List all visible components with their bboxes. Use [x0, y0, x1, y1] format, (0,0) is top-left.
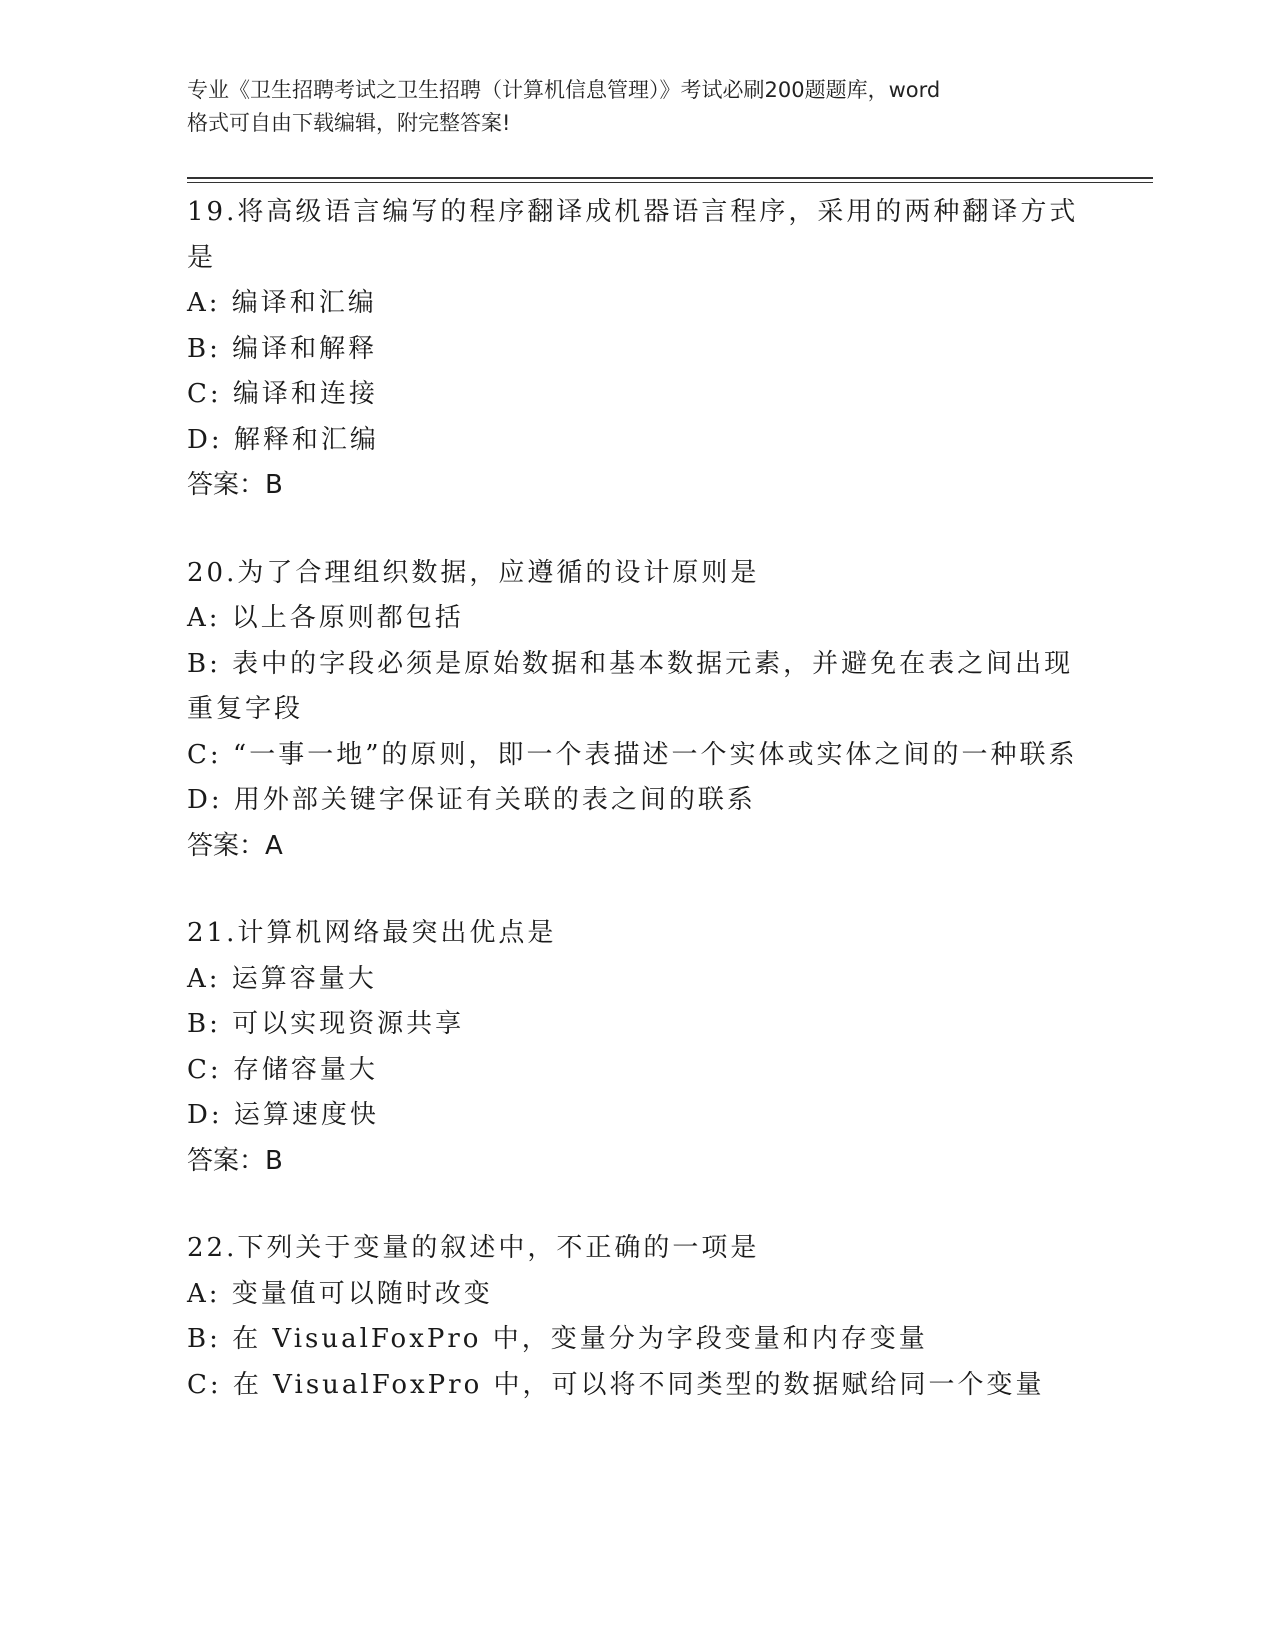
question-stem: 22.下列关于变量的叙述中，不正确的一项是 [187, 1233, 760, 1263]
option-a: A: 变量值可以随时改变 [187, 1278, 493, 1309]
question-list [187, 190, 1087, 1450]
answer-label: 答案：B [187, 1145, 283, 1176]
option-c: C: 存储容量大 [187, 1054, 378, 1085]
option-a: A: 以上各原则都包括 [187, 603, 464, 633]
option-c: C: 编译和连接 [187, 379, 378, 409]
answer-label: 答案：A [187, 830, 283, 861]
option-d: D: 解释和汇编 [187, 424, 379, 455]
question-stem: 20.为了合理组织数据，应遵循的设计原则是 [187, 557, 760, 588]
header-line-2: 格式可自由下载编辑，附完整答案! [187, 111, 511, 135]
question-21 [187, 911, 1087, 1184]
option-a: A: 编译和汇编 [187, 288, 377, 318]
document-header [187, 74, 1087, 140]
question-22 [187, 1226, 1087, 1408]
header-divider-thick [187, 177, 1153, 179]
option-b: B: 编译和解释 [187, 333, 378, 364]
option-b: B: 表中的字段必须是原始数据和基本数据元素，并避免在表之间出现重复字段 [187, 648, 1074, 724]
question-19 [187, 190, 1087, 509]
option-a: A: 运算容量大 [187, 963, 377, 994]
answer-label: 答案：B [187, 470, 283, 500]
question-stem: 21.计算机网络最突出优点是 [187, 918, 557, 948]
option-b: B: 可以实现资源共享 [187, 1009, 465, 1039]
option-b: B: 在 VisualFoxPro 中，变量分为字段变量和内存变量 [187, 1324, 928, 1354]
option-d: D: 用外部关键字保证有关联的表之间的联系 [187, 785, 756, 815]
header-line-1: 专业《卫生招聘考试之卫生招聘（计算机信息管理）》考试必刷200题题库，word [187, 78, 941, 102]
header-divider-thin [187, 182, 1153, 183]
option-c: C: “一事一地”的原则，即一个表描述一个实体或实体之间的一种联系 [187, 739, 1078, 770]
option-c: C: 在 VisualFoxPro 中，可以将不同类型的数据赋给同一个变量 [187, 1369, 1045, 1400]
question-20 [187, 551, 1087, 870]
question-stem: 19.将高级语言编写的程序翻译成机器语言程序，采用的两种翻译方式是 [187, 197, 1079, 273]
option-d: D: 运算速度快 [187, 1100, 379, 1130]
